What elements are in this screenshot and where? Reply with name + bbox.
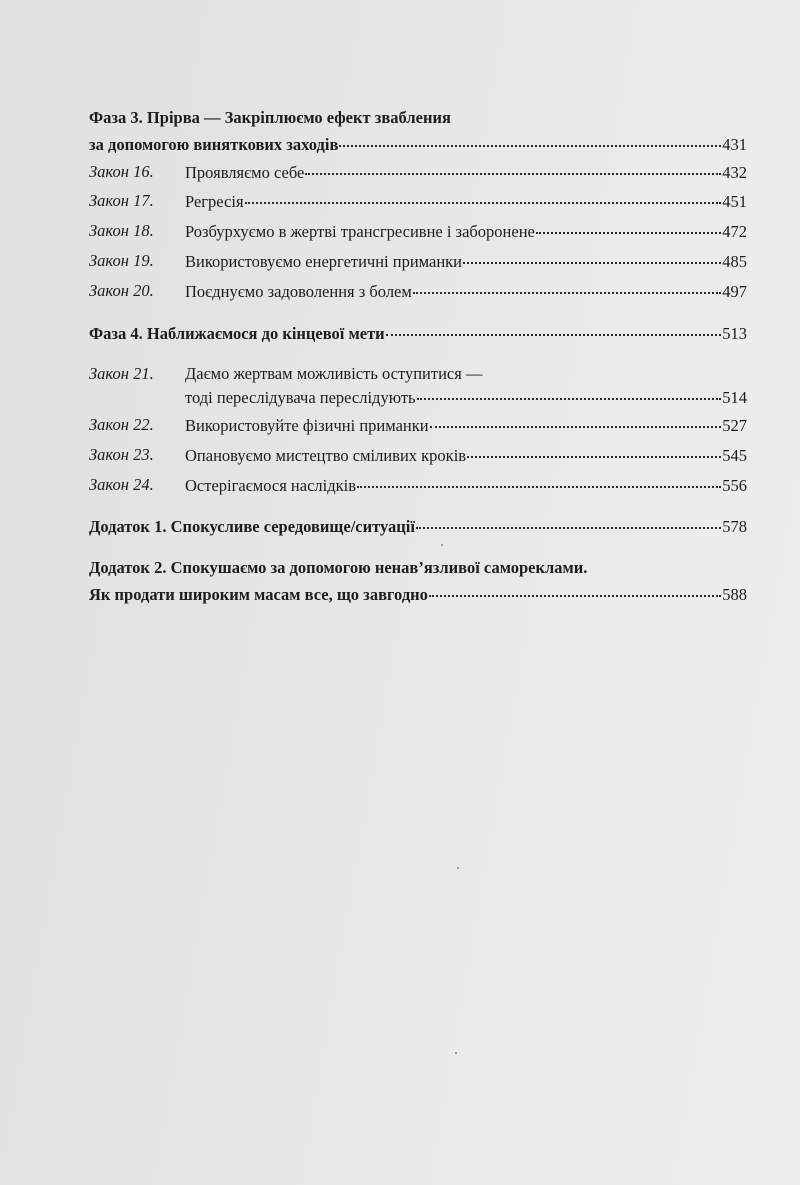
- page-number: 588: [722, 584, 747, 604]
- toc-chapter-16[interactable]: [89, 161, 747, 184]
- chapter-label: Закон 17.: [89, 191, 154, 210]
- toc-phase-3[interactable]: [89, 107, 747, 156]
- toc-chapter-24[interactable]: [89, 474, 747, 497]
- page-number: 485: [722, 251, 747, 271]
- toc-chapter-20[interactable]: [89, 280, 747, 303]
- page-number: 556: [722, 475, 747, 495]
- chapter-label: Закон 19.: [89, 251, 154, 270]
- dot-leader: [245, 190, 722, 207]
- chapter-title-line-1: Даємо жертвам можливість оступитися —: [185, 364, 483, 383]
- dot-leader: [413, 280, 721, 297]
- appendix-1-title: Додаток 1. Спокусливе середовище/ситуації: [89, 516, 415, 536]
- page-number: 514: [722, 387, 747, 407]
- chapter-label: Закон 24.: [89, 475, 154, 494]
- phase-4-title: Фаза 4. Наближаємося до кінцевої мети: [89, 323, 385, 343]
- chapter-title: Проявляємо себе: [185, 162, 305, 182]
- appendix-2-title-line-1: Додаток 2. Спокушаємо за допомогою ненав’язливої самореклами.: [89, 558, 588, 577]
- paper-speck: [455, 1052, 457, 1054]
- dot-leader: [417, 386, 722, 403]
- page-number: 545: [722, 445, 747, 465]
- toc-appendix-1[interactable]: [89, 515, 747, 538]
- dot-leader: [357, 474, 721, 491]
- chapter-title: тоді переслідувача переслідують: [185, 387, 416, 407]
- dot-leader: [339, 133, 721, 150]
- toc-chapter-17[interactable]: [89, 190, 747, 213]
- chapter-label: Закон 22.: [89, 415, 154, 434]
- page-number: 451: [722, 191, 747, 211]
- page-number: 527: [722, 415, 747, 435]
- chapter-label: Закон 23.: [89, 445, 154, 464]
- toc-chapter-23[interactable]: [89, 444, 747, 467]
- dot-leader: [467, 444, 721, 461]
- dot-leader: [463, 250, 721, 267]
- page-number: 432: [722, 162, 747, 182]
- page-number: 472: [722, 221, 747, 241]
- chapter-label: Закон 18.: [89, 221, 154, 240]
- toc-chapter-19[interactable]: [89, 250, 747, 273]
- page-number: 578: [722, 516, 747, 536]
- page-number: 513: [722, 323, 747, 343]
- chapter-title: Опановуємо мистецтво сміливих кроків: [185, 445, 467, 465]
- paper-speck: [441, 544, 443, 546]
- phase-3-title-line-2: за допомогою виняткових заходів: [89, 134, 339, 154]
- dot-leader: [536, 220, 721, 237]
- toc-phase-4[interactable]: [89, 322, 747, 345]
- chapter-title: Регресія: [185, 191, 244, 211]
- dot-leader: [430, 414, 722, 431]
- appendix-2-title-line-2: Як продати широким масам все, що завгодно: [89, 584, 428, 604]
- page-number: 497: [722, 281, 747, 301]
- page-number: 431: [722, 134, 747, 154]
- toc-appendix-2[interactable]: [89, 557, 747, 606]
- chapter-label: Закон 20.: [89, 281, 154, 300]
- chapter-label: Закон 21.: [89, 364, 154, 383]
- chapter-title: Використовуйте фізичні приманки: [185, 415, 429, 435]
- phase-3-title-line-1: Фаза 3. Прірва — Закріплюємо ефект звабления: [89, 108, 451, 127]
- dot-leader: [429, 583, 721, 600]
- paper-speck: [457, 867, 459, 869]
- chapter-title: Остерігаємося наслідків: [185, 475, 357, 495]
- toc-chapter-21[interactable]: [89, 363, 747, 409]
- chapter-title: Розбурхуємо в жертві трансгресивне і заборонене: [185, 221, 535, 241]
- toc-chapter-18[interactable]: [89, 220, 747, 243]
- chapter-title: Поєднуємо задоволення з болем: [185, 281, 412, 301]
- chapter-label: Закон 16.: [89, 162, 154, 181]
- dot-leader: [305, 161, 721, 178]
- dot-leader: [386, 322, 722, 339]
- chapter-title: Використовуємо енергетичні приманки: [185, 251, 463, 271]
- dot-leader: [416, 515, 721, 532]
- toc-chapter-22[interactable]: [89, 414, 747, 437]
